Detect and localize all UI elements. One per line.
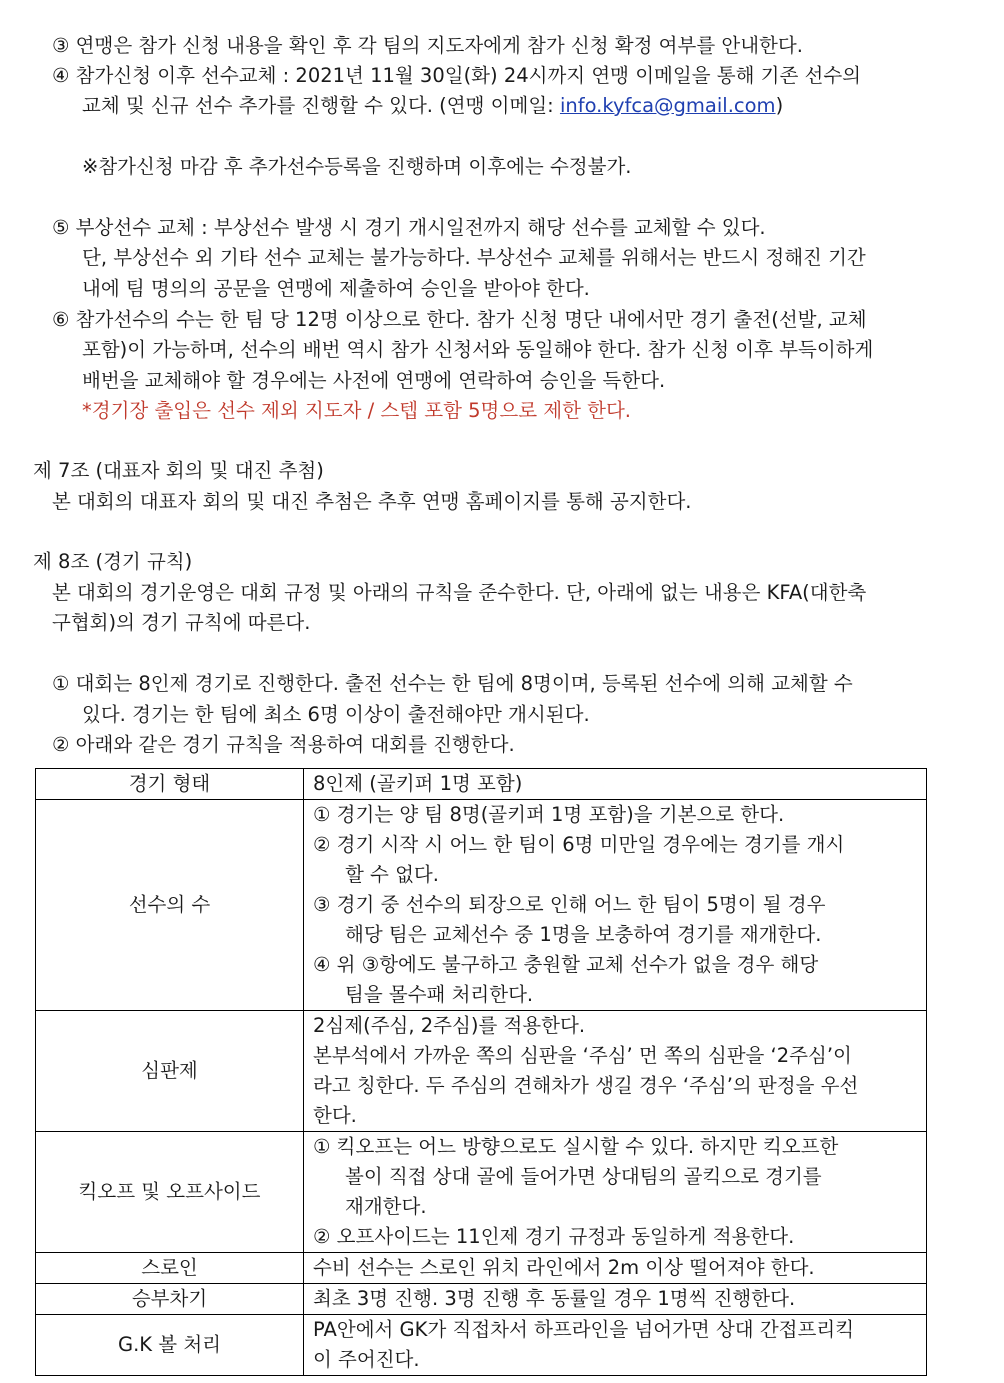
referee-line: 한다. [313,1104,357,1127]
row-content-gk-ball [304,1315,927,1376]
player-count-line: 할 수 없다. [345,863,439,886]
player-count-line: ① 경기는 양 팀 8명(골키퍼 1명 포함)을 기본으로 한다. [313,803,785,826]
player-count-line: 팀을 몰수패 처리한다. [345,983,534,1006]
item-5-line-2: 단, 부상선수 외 기타 선수 교체는 불가능하다. 부상선수 교체를 위해서는 반드시 정해진 기간 [82,246,866,269]
article-8-item-2: ② 아래와 같은 경기 규칙을 적용하여 대회를 진행한다. [52,733,515,756]
row-content-penalty-shootout: 최초 3명 진행. 3명 진행 후 동률일 경우 1명씩 진행한다. [304,1284,927,1315]
table-row [36,1253,927,1284]
table-row [36,1315,927,1376]
row-header-player-count: 선수의 수 [36,800,304,1011]
item-4-line-2 [82,91,783,121]
row-header-throw-in: 스로인 [36,1253,304,1284]
row-header-kickoff-offside: 킥오프 및 오프사이드 [36,1132,304,1253]
player-count-line: 해당 팀은 교체선수 중 1명을 보충하여 경기를 재개한다. [345,923,822,946]
item-4-line-2-close: ) [775,94,784,117]
stadium-entry-note: *경기장 출입은 선수 제외 지도자 / 스텝 포함 5명으로 제한 한다. [82,399,631,422]
gk-line: PA안에서 GK가 직접차서 하프라인을 넘어가면 상대 간접프리킥 [313,1318,855,1341]
article-8-title: 제 8조 (경기 규칙) [33,550,193,573]
table-row [36,1132,927,1253]
table-row [36,769,927,800]
article-7-body: 본 대회의 대표자 회의 및 대진 추첨은 추후 연맹 홈페이지를 통해 공지한다. [52,490,692,513]
player-count-line: ④ 위 ③항에도 불구하고 충원할 교체 선수가 없을 경우 해당 [313,953,819,976]
item-5-line-3: 내에 팀 명의의 공문을 연맹에 제출하여 승인을 받아야 한다. [82,277,590,300]
kickoff-line: ① 킥오프는 어느 방향으로도 실시할 수 있다. 하지만 킥오프한 [313,1135,839,1158]
item-6-line-3: 배번을 교체해야 할 경우에는 사전에 연맹에 연락하여 승인을 득한다. [82,369,666,392]
referee-line: 본부석에서 가까운 쪽의 심판을 ‘주심’ 먼 쪽의 심판을 ‘2주심’이 [313,1044,852,1067]
row-content-match-format: 8인제 (골키퍼 1명 포함) [304,769,927,800]
row-content-throw-in: 수비 선수는 스로인 위치 라인에서 2m 이상 떨어져야 한다. [304,1253,927,1284]
kickoff-line: 재개한다. [345,1195,427,1218]
row-header-penalty-shootout: 승부차기 [36,1284,304,1315]
item-3: ③ 연맹은 참가 신청 내용을 확인 후 각 팀의 지도자에게 참가 신청 확정 여부를 안내한다. [52,34,803,57]
row-content-player-count [304,800,927,1011]
row-header-referee-system: 심판제 [36,1011,304,1132]
article-8-body-line-2: 구협회)의 경기 규칙에 따른다. [52,611,311,634]
item-4-line-2-text: 교체 및 신규 선수 추가를 진행할 수 있다. (연맹 이메일: [82,94,560,117]
table-row [36,1011,927,1132]
gk-line: 이 주어진다. [313,1348,420,1371]
player-count-line: ② 경기 시작 시 어느 한 팀이 6명 미만일 경우에는 경기를 개시 [313,833,845,856]
kickoff-line: ② 오프사이드는 11인제 경기 규정과 동일하게 적용한다. [313,1225,795,1248]
referee-line: 라고 칭한다. 두 주심의 견해차가 생길 경우 ‘주심’의 판정을 우선 [313,1074,859,1097]
article-8-item-1-line-2: 있다. 경기는 한 팀에 최소 6명 이상이 출전해야만 개시된다. [82,703,590,726]
federation-email-link[interactable]: info.kyfca@gmail.com [559,94,776,117]
row-content-referee-system [304,1011,927,1132]
item-5-line-1: ⑤ 부상선수 교체 : 부상선수 발생 시 경기 개시일전까지 해당 선수를 교체할 수 있다. [52,216,766,239]
match-rules-table [35,768,927,1376]
article-8-item-1-line-1: ① 대회는 8인제 경기로 진행한다. 출전 선수는 한 팀에 8명이며, 등록된 선수에 의해 교체할 수 [52,672,853,695]
article-8-body-line-1: 본 대회의 경기운영은 대회 규정 및 아래의 규칙을 준수한다. 단, 아래에 없는 내용은 KFA(대한축 [52,581,867,604]
item-6-line-2: 포함)이 가능하며, 선수의 배번 역시 참가 신청서와 동일해야 한다. 참가 신청 이후 부득이하게 [82,338,874,361]
referee-line: 2심제(주심, 2주심)를 적용한다. [313,1014,586,1037]
row-content-kickoff-offside [304,1132,927,1253]
item-4-line-1: ④ 참가신청 이후 선수교체 : 2021년 11월 30일(화) 24시까지 연맹 이메일을 통해 기존 선수의 [52,64,862,87]
row-header-match-format: 경기 형태 [36,769,304,800]
item-6-line-1: ⑥ 참가선수의 수는 한 팀 당 12명 이상으로 한다. 참가 신청 명단 내에서만 경기 출전(선발, 교체 [52,308,867,331]
table-row [36,1284,927,1315]
registration-note: ※참가신청 마감 후 추가선수등록을 진행하며 이후에는 수정불가. [82,155,632,178]
player-count-line: ③ 경기 중 선수의 퇴장으로 인해 어느 한 팀이 5명이 될 경우 [313,893,826,916]
kickoff-line: 볼이 직접 상대 골에 들어가면 상대팀의 골킥으로 경기를 [345,1165,822,1188]
article-7-title: 제 7조 (대표자 회의 및 대진 추첨) [33,459,324,482]
table-row [36,800,927,1011]
row-header-gk-ball: G.K 볼 처리 [36,1315,304,1376]
